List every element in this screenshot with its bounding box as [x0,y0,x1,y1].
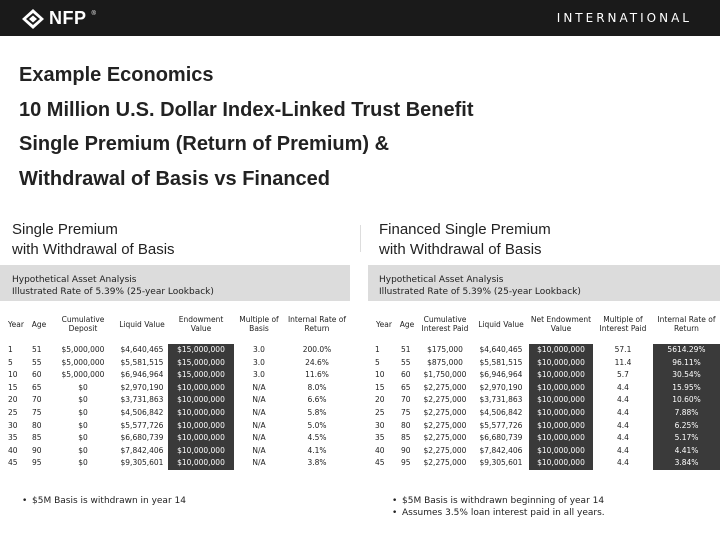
logo-text: NFP [49,8,87,28]
table-cell: 4.41% [653,445,720,458]
column-header: Net Endowment Value [530,315,592,333]
table-cell: $2,275,000 [423,395,467,405]
column-header: Internal Rate of Return [287,315,347,333]
table-cell: $4,640,465 [120,345,164,354]
table-cell: 30 [375,420,385,430]
panel-title-line: with Withdrawal of Basis [379,240,542,258]
table-cell: $10,000,000 [168,432,234,445]
table-cell: $0 [78,433,88,443]
table-cell: $4,506,842 [120,407,164,417]
table-cell: 85 [401,433,411,443]
page-title [19,58,474,196]
table-cell: $2,275,000 [423,433,467,443]
table-cell: 4.4 [617,382,629,392]
table-cell: $7,842,406 [120,445,164,455]
table-cell: 20 [8,395,18,405]
table-cell: 4.5% [307,433,327,443]
table-cell: $5,000,000 [61,357,105,367]
table-cell: 11.6% [305,370,329,380]
table-row [371,357,720,370]
column-header: Multiple of Interest Paid [599,315,647,333]
table-cell: 57.1 [614,345,632,354]
table-cell: 200.0% [302,345,332,354]
table-cell: 3.0 [253,357,265,367]
table-cell: 25 [375,407,385,417]
table-cell: 3.0 [253,370,265,380]
table-cell: $2,275,000 [423,445,467,455]
table-cell: $10,000,000 [168,407,234,420]
table-cell: $10,000,000 [168,445,234,458]
table-cell: $10,000,000 [529,369,593,382]
table-cell: $3,731,863 [479,395,523,405]
note-text: Assumes 3.5% loan interest paid in all years. [402,507,605,518]
table-cell: $0 [78,395,88,405]
table-cell: 90 [32,445,42,455]
table-cell: $4,640,465 [479,345,523,354]
table-row [4,445,350,458]
table-cell: $10,000,000 [168,420,234,433]
right-analysis-text [379,274,581,298]
nfp-logo [22,8,96,29]
left-analysis-text [12,274,214,298]
table-cell: 55 [32,357,42,367]
note-text: $5M Basis is withdrawn beginning of year 14 [402,496,605,506]
column-header: Year [376,319,392,329]
table-cell: $10,000,000 [168,394,234,407]
table-cell: 1 [375,345,380,354]
table-cell: $6,680,739 [479,433,523,443]
table-row [4,432,350,445]
table-cell: $0 [78,407,88,417]
column-header: Liquid Value [478,319,524,329]
table-cell: 10.60% [653,394,720,407]
table-cell: 30.54% [653,369,720,382]
table-cell: 5.8% [307,407,327,417]
table-cell: $5,581,515 [479,357,523,367]
table-cell: 10 [8,370,18,380]
title-line: Example Economics [19,64,214,86]
table-cell: 4.1% [307,445,327,455]
table-cell: 75 [401,407,411,417]
table-cell: $10,000,000 [529,457,593,470]
table-row [371,382,720,395]
table-cell: $6,680,739 [120,433,164,443]
table-cell: $5,000,000 [61,370,105,380]
right-notes [392,496,605,519]
table-row [4,369,350,382]
note-item: • $5M Basis is withdrawn in year 14 [22,496,186,506]
table-cell: 5.17% [653,432,720,445]
table-cell: $10,000,000 [529,407,593,420]
table-cell: 4.4 [617,407,629,417]
table-cell: $2,275,000 [423,382,467,392]
table-row [371,432,720,445]
table-cell: 8.0% [307,382,327,392]
left-economics-table [4,304,350,470]
logo-trademark: ® [91,10,96,17]
table-row [4,382,350,395]
table-cell: 55 [401,357,411,367]
table-cell: $5,000,000 [61,345,105,354]
table-cell: 51 [401,345,411,354]
table-cell: $10,000,000 [529,344,593,357]
table-cell: N/A [252,458,266,468]
analysis-line: Hypothetical Asset Analysis [379,275,504,285]
table-cell: $10,000,000 [529,445,593,458]
title-line: Single Premium (Return of Premium) & [19,133,390,155]
table-cell: $5,577,726 [120,420,164,430]
panel-divider [360,225,361,252]
title-line: 10 Million U.S. Dollar Index-Linked Trust Benefit [19,98,474,121]
table-row [371,420,720,433]
table-cell: 6.25% [653,420,720,433]
table-cell: $5,577,726 [479,420,523,430]
note-item: • Assumes 3.5% loan interest paid in all years. [392,507,605,518]
table-cell: 11.4 [614,357,632,367]
table-cell: 95 [32,458,42,468]
note-item: • $5M Basis is withdrawn beginning of year 14 [392,496,605,506]
table-row [4,344,350,357]
table-cell: 7.88% [653,407,720,420]
table-cell: 3.8% [307,458,327,468]
column-header: Cumulative Interest Paid [421,315,469,333]
table-cell: 10 [375,370,385,380]
table-cell: $1,750,000 [423,370,467,380]
table-cell: 5 [8,357,13,367]
table-row [371,344,720,357]
column-header: Multiple of Basis [239,315,279,333]
column-header: Internal Rate of Return [657,315,716,333]
table-cell: 70 [401,395,411,405]
column-header: Liquid Value [119,319,165,329]
table-cell: 25 [8,407,18,417]
table-cell: 4.4 [617,458,629,468]
table-cell: 5 [375,357,380,367]
table-cell: $9,305,601 [479,458,523,468]
column-header: Age [399,319,415,329]
table-row [4,394,350,407]
table-cell: $10,000,000 [168,382,234,395]
table-cell: $15,000,000 [168,357,234,370]
table-cell: 15.95% [653,382,720,395]
table-row [371,369,720,382]
table-cell: N/A [252,407,266,417]
table-cell: 35 [375,433,385,443]
panel-title-line: Financed Single Premium [379,221,551,238]
table-cell: N/A [252,420,266,430]
table-cell: 4.4 [617,395,629,405]
table-cell: $5,581,515 [120,357,164,367]
table-cell: 24.6% [305,357,329,367]
panel-title-line: with Withdrawal of Basis [12,240,175,258]
table-cell: 5614.29% [653,344,720,357]
table-row [4,420,350,433]
table-cell: $0 [78,445,88,455]
table-cell: 4.4 [617,433,629,443]
table-cell: 80 [401,420,411,430]
table-cell: $2,970,190 [120,382,164,392]
table-cell: $0 [78,458,88,468]
table-cell: 15 [375,382,385,392]
table-cell: 40 [375,445,385,455]
table-row [4,407,350,420]
table-cell: $875,000 [427,357,463,367]
table-cell: N/A [252,382,266,392]
table-cell: $9,305,601 [120,458,164,468]
table-row [4,457,350,470]
table-cell: $10,000,000 [529,382,593,395]
column-header: Endowment Value [178,315,224,333]
table-row [371,457,720,470]
table-cell: $4,506,842 [479,407,523,417]
top-bar [0,0,720,36]
table-cell: $2,275,000 [423,458,467,468]
table-cell: $0 [78,420,88,430]
table-cell: 65 [32,382,42,392]
table-cell: 5.7 [617,370,629,380]
table-cell: $175,000 [427,345,463,354]
table-row [371,394,720,407]
table-cell: 60 [32,370,42,380]
table-cell: 35 [8,433,18,443]
analysis-line: Illustrated Rate of 5.39% (25-year Lookback) [379,287,581,297]
table-cell: N/A [252,445,266,455]
table-cell: 30 [8,420,18,430]
table-cell: 45 [375,458,385,468]
table-cell: 20 [375,395,385,405]
table-cell: 90 [401,445,411,455]
table-row [371,407,720,420]
table-cell: 1 [8,345,13,354]
table-header-row [4,304,350,344]
table-cell: $2,275,000 [423,407,467,417]
table-cell: $7,842,406 [479,445,523,455]
table-cell: 70 [32,395,42,405]
table-cell: 45 [8,458,18,468]
nfp-logo-icon [22,9,44,29]
table-cell: 3.84% [653,457,720,470]
table-cell: $10,000,000 [529,357,593,370]
panel-title-line: Single Premium [12,221,118,238]
table-cell: 60 [401,370,411,380]
table-cell: 96.11% [653,357,720,370]
table-cell: $10,000,000 [529,394,593,407]
table-cell: N/A [252,433,266,443]
table-cell: $0 [78,382,88,392]
table-cell: $3,731,863 [120,395,164,405]
region-label: INTERNATIONAL [556,11,692,25]
table-cell: 51 [32,345,42,354]
table-cell: 15 [8,382,18,392]
table-cell: 4.4 [617,420,629,430]
analysis-line: Hypothetical Asset Analysis [12,275,137,285]
table-cell: 65 [401,382,411,392]
table-cell: 4.4 [617,445,629,455]
note-text: $5M Basis is withdrawn in year 14 [32,496,186,506]
table-cell: $2,970,190 [479,382,523,392]
analysis-line: Illustrated Rate of 5.39% (25-year Lookback) [12,287,214,297]
table-cell: 40 [8,445,18,455]
right-economics-table [371,304,720,470]
table-cell: $2,275,000 [423,420,467,430]
column-header: Cumulative Deposit [61,315,105,333]
left-panel-title [12,220,352,259]
table-cell: $6,946,964 [479,370,523,380]
table-header-row [371,304,720,344]
table-cell: 75 [32,407,42,417]
table-cell: 80 [32,420,42,430]
table-cell: N/A [252,395,266,405]
table-cell: $6,946,964 [120,370,164,380]
table-cell: $10,000,000 [529,420,593,433]
left-notes [22,496,186,508]
table-cell: $15,000,000 [168,369,234,382]
column-header: Year [8,319,24,329]
right-panel-title [379,220,719,259]
table-cell: 95 [401,458,411,468]
table-cell: $10,000,000 [529,432,593,445]
table-cell: 85 [32,433,42,443]
table-cell: 3.0 [253,345,265,354]
table-cell: 6.6% [307,395,327,405]
title-line: Withdrawal of Basis vs Financed [19,167,331,190]
table-cell: $10,000,000 [168,457,234,470]
table-cell: 5.0% [307,420,327,430]
table-cell: $15,000,000 [168,344,234,357]
table-row [4,357,350,370]
table-row [371,445,720,458]
column-header: Age [31,319,47,329]
